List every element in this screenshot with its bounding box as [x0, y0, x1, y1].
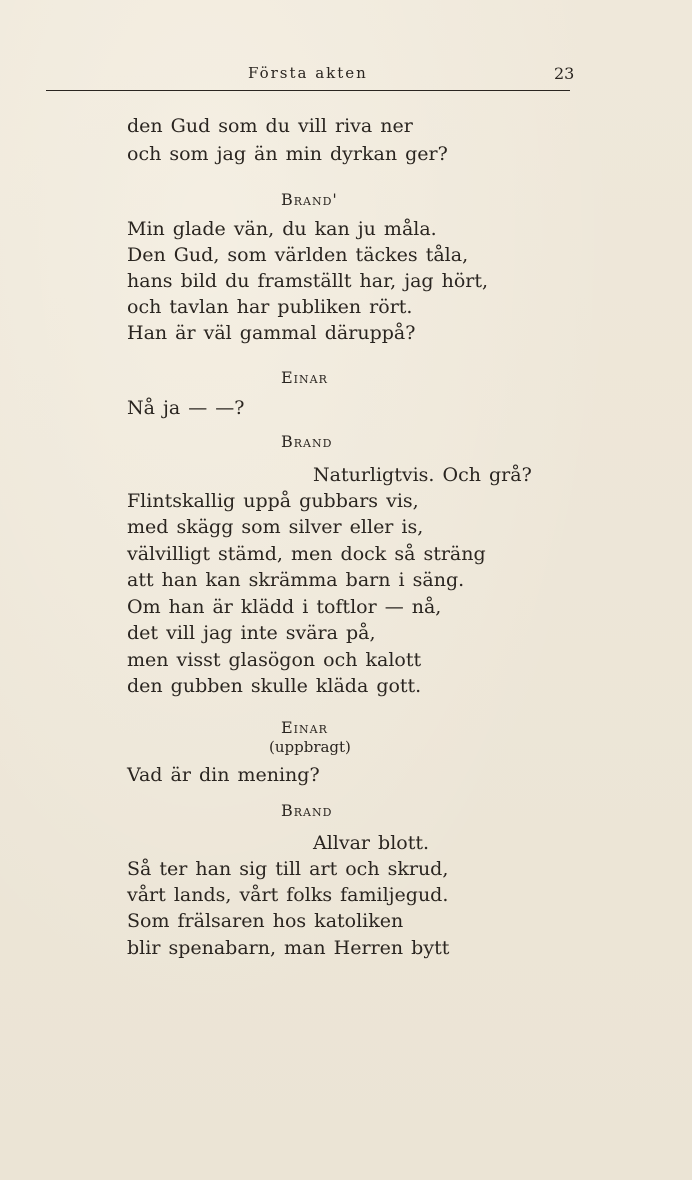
verse-line: och tavlan har publiken rört. [127, 296, 413, 318]
verse-line: den Gud som du vill riva ner [127, 115, 413, 137]
verse-line: den gubben skulle kläda gott. [127, 675, 422, 697]
verse-line: vårt lands, vårt folks familjegud. [127, 884, 449, 906]
verse-line: och som jag än min dyrkan ger? [127, 143, 448, 165]
speaker-name: Einar [281, 368, 328, 387]
speaker-name: Brand [281, 432, 333, 451]
verse-line: Flintskallig uppå gubbars vis, [127, 490, 419, 512]
verse-line: men visst glasögon och kalott [127, 649, 422, 671]
verse-line: blir spenabarn, man Herren bytt [127, 937, 450, 959]
speaker-name: Brand [281, 801, 333, 820]
page-number: 23 [554, 64, 575, 83]
verse-line: Så ter han sig till art och skrud, [127, 858, 449, 880]
speaker-name: Einar [281, 718, 328, 737]
verse-line: Naturligtvis. Och grå? [313, 464, 532, 486]
verse-line: Min glade vän, du kan ju måla. [127, 218, 437, 240]
verse-line: hans bild du framställt har, jag hört, [127, 270, 489, 292]
speaker-name: Brand' [281, 190, 338, 209]
verse-line: Vad är din mening? [127, 764, 320, 786]
running-header-title: Första akten [248, 64, 368, 82]
verse-line: att han kan skrämma barn i säng. [127, 569, 465, 591]
verse-line: Den Gud, som världen täckes tåla, [127, 244, 469, 266]
verse-line: Som frälsaren hos katoliken [127, 910, 404, 932]
verse-line: Han är väl gammal däruppå? [127, 322, 416, 344]
header-rule [46, 90, 570, 91]
stage-direction: (uppbragt) [269, 738, 351, 756]
verse-line: Om han är klädd i toftlor — nå, [127, 596, 442, 618]
verse-line: välvilligt stämd, men dock så sträng [127, 543, 486, 565]
verse-line: med skägg som silver eller is, [127, 516, 424, 538]
verse-line: Allvar blott. [313, 832, 430, 854]
verse-line: det vill jag inte svära på, [127, 622, 376, 644]
verse-line: Nå ja — —? [127, 397, 245, 419]
